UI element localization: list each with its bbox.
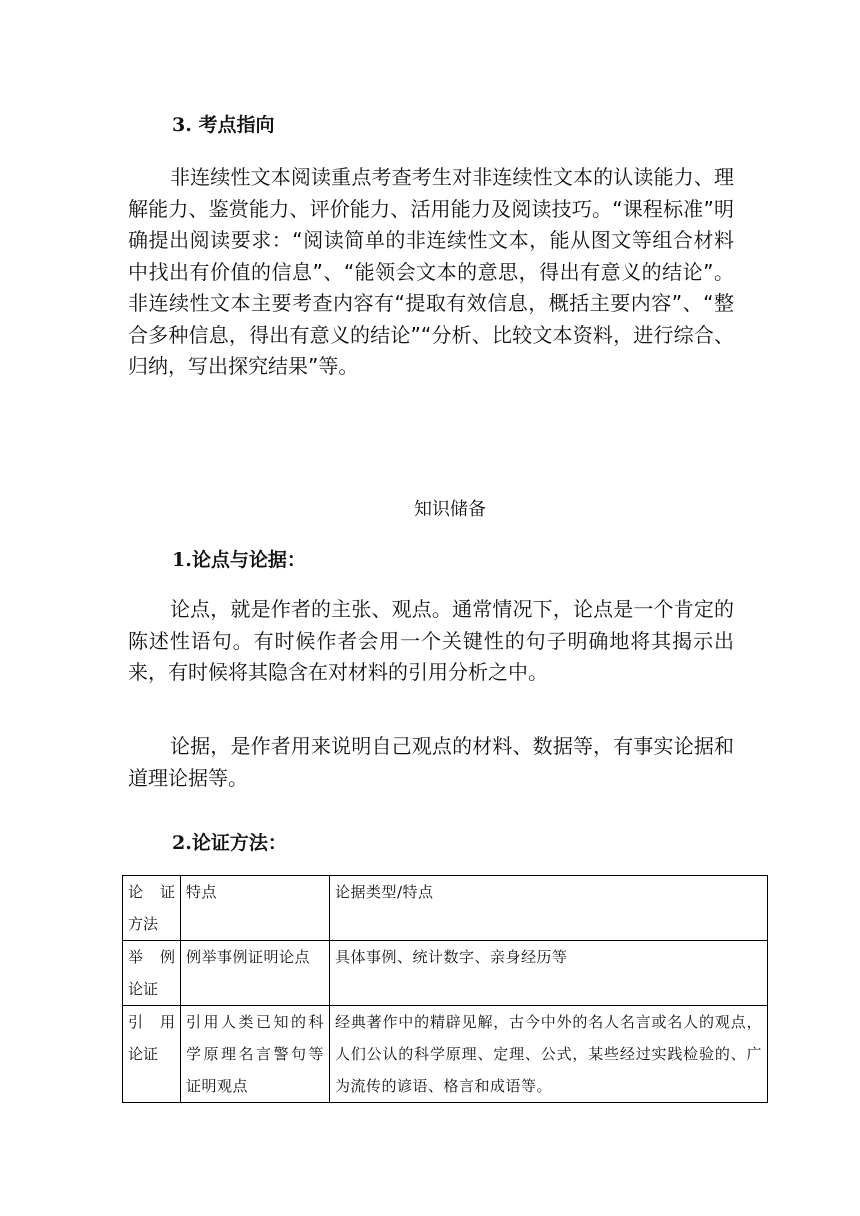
section-heading: 3. 考点指向 <box>172 114 275 136</box>
table-cell: 例举事例证明论点 <box>181 941 330 1006</box>
argument-paragraph: 论点，就是作者的主张、观点。通常情况下，论点是一个肯定的陈述性语句。有时候作者会用一个关键性的句子明确地将其揭示出来，有时候将其隐含在对材料的引用分析之中。 <box>128 597 734 684</box>
table-row <box>123 941 768 1006</box>
table-row <box>123 1006 768 1103</box>
evidence-paragraph: 论据，是作者用来说明自己观点的材料、数据等，有事实论据和道理论据等。 <box>128 734 734 790</box>
table-cell: 举 例 论证 <box>123 941 181 1006</box>
table-header-cell: 论据类型/特点 <box>330 876 768 941</box>
table-header-cell: 特点 <box>181 876 330 941</box>
table-header-row <box>123 876 768 941</box>
table-cell: 具体事例、统计数字、亲身经历等 <box>330 941 768 1006</box>
argument-evidence-heading: 1.论点与论据： <box>172 549 306 571</box>
table-cell: 引 用 论证 <box>123 1006 181 1103</box>
knowledge-title: 知识储备 <box>414 499 486 520</box>
argument-methods-table <box>122 875 768 1103</box>
table-cell: 引用人类已知的科学原理名言警句等证明观点 <box>181 1006 330 1103</box>
table-header-cell: 论 证 方法 <box>123 876 181 941</box>
section-paragraph: 非连续性文本阅读重点考查考生对非连续性文本的认读能力、理解能力、鉴赏能力、评价能力、活用能力及阅读技巧。“课程标准”明确提出阅读要求：“阅读简单的非连续性文本，能从图文等组合材料中找出有价值的信息”、“能领会文本的意思，得出有意义的结论”。非连续性文本主要考查内容有“提取有效信息，概括主要内容”、“整合多种信息，得出有意义的结论”“分析、比较文本资料，进行综合、归纳，写出探究结果”等。 <box>128 165 734 378</box>
argument-methods-heading: 2.论证方法： <box>172 832 287 854</box>
table-cell: 经典著作中的精辟见解，古今中外的名人名言或名人的观点，人们公认的科学原理、定理、公式，某些经过实践检验的、广为流传的谚语、格言和成语等。 <box>330 1006 768 1103</box>
